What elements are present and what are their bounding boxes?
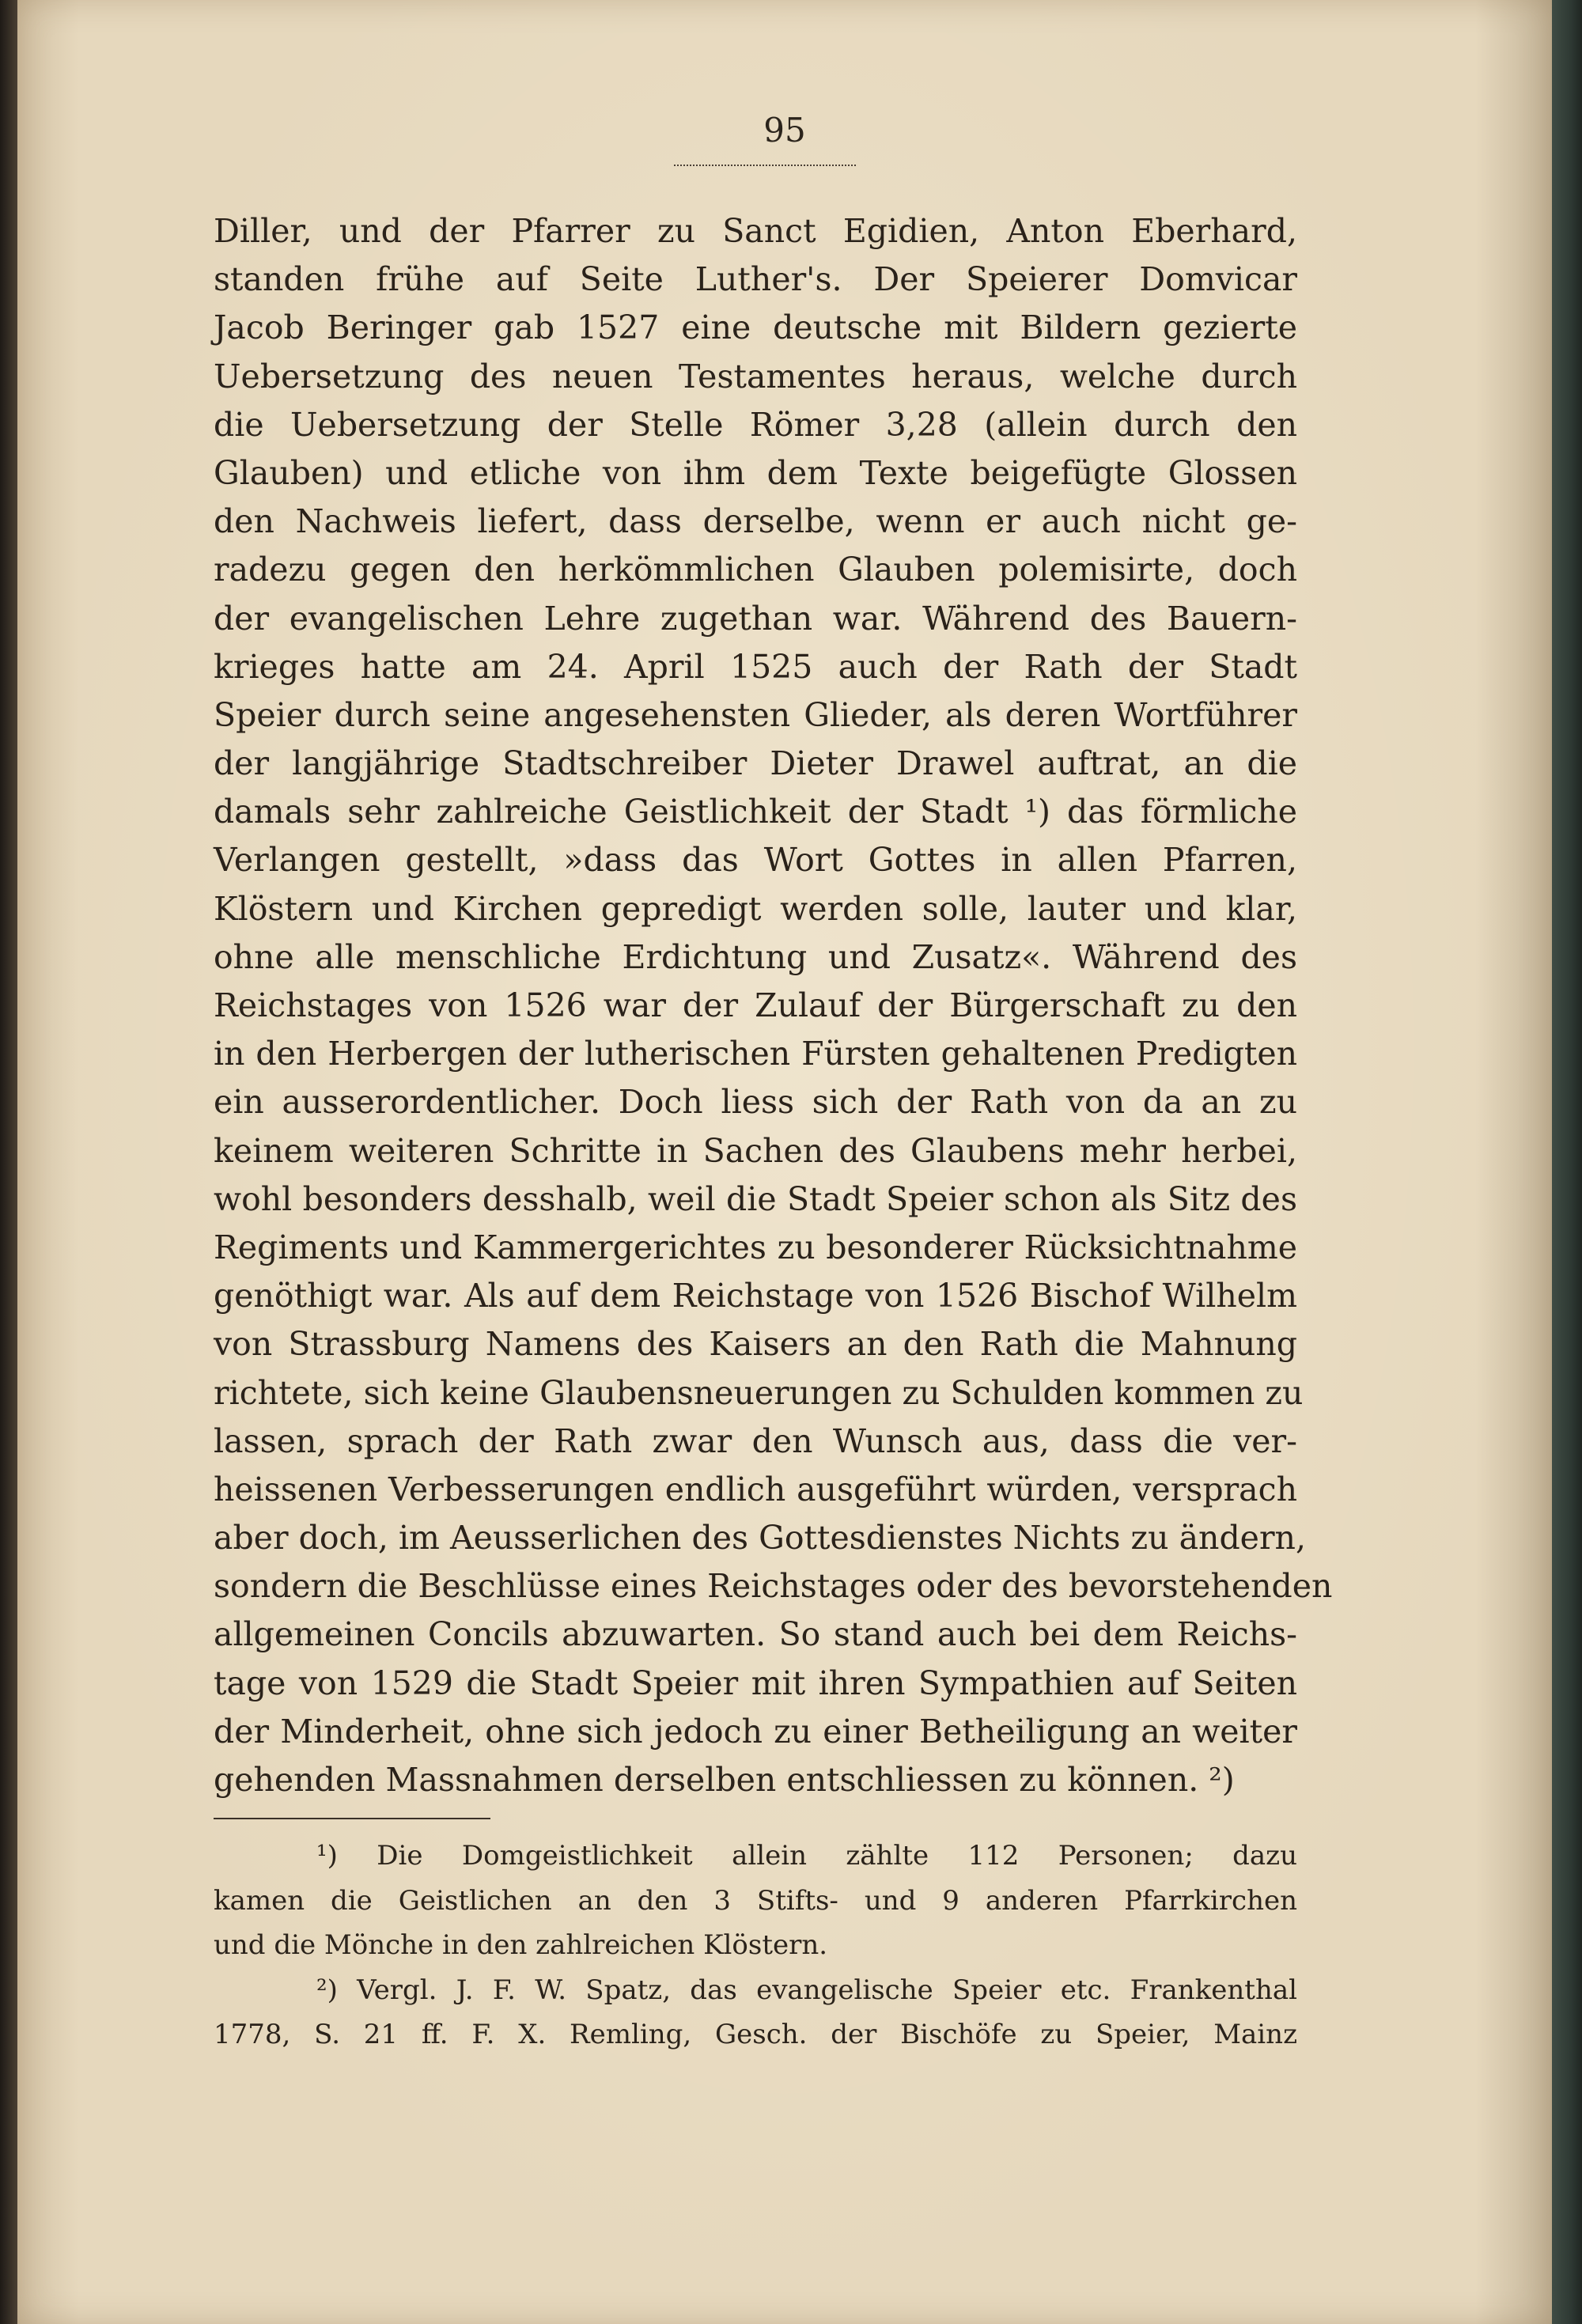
text-line: genöthigt war. Als auf dem Reichstage von 1526 Bischof Wilhelm [214,1277,1297,1315]
text-line: Uebersetzung des neuen Testamentes heraus, welche durch [214,357,1297,396]
footnote-line: und die Mönche in den zahlreichen Klöstern. [214,1929,828,1961]
text-line: in den Herbergen der lutherischen Fürsten gehaltenen Predigten [214,1035,1297,1073]
text-line: Reichstages von 1526 war der Zulauf der Bürgerschaft zu den [214,986,1297,1024]
text-line: Jacob Beringer gab 1527 eine deutsche mit Bildern gezierte [214,308,1297,347]
text-line: richtete, sich keine Glaubensneuerungen zu Schulden kommen zu [214,1373,1304,1412]
text-line: keinem weiteren Schritte in Sachen des Glaubens mehr herbei, [214,1131,1297,1170]
text-line: von Strassburg Namens des Kaisers an den Rath die Mahnung [214,1325,1297,1364]
text-line: aber doch, im Aeusserlichen des Gottesdienstes Nichts zu ändern, [214,1519,1306,1558]
text-line: der langjährige Stadtschreiber Dieter Drawel auftrat, an die [214,744,1297,783]
footnote-line: 1778, S. 21 ff. F. X. Remling, Gesch. der Bischöfe zu Speier, Mainz [214,2019,1297,2050]
book-page [17,0,1552,2324]
text-line: Glauben) und etliche von ihm dem Texte beigefügte Glossen [214,453,1297,492]
text-line: den Nachweis liefert, dass derselbe, wenn er auch nicht ge- [214,502,1297,541]
footnote-line: ²) Vergl. J. F. W. Spatz, das evangelische Speier etc. Frankenthal [316,1974,1297,2006]
text-line: Verlangen gestellt, »dass das Wort Gottes in allen Pfarren, [214,841,1297,880]
text-line: lassen, sprach der Rath zwar den Wunsch aus, dass die ver- [214,1421,1297,1460]
text-line: radezu gegen den herkömmlichen Glauben polemisirte, doch [214,551,1297,589]
text-line: die Uebersetzung der Stelle Römer 3,28 (allein durch den [214,405,1297,444]
text-line: der Minderheit, ohne sich jedoch zu einer Betheiligung an weiter [214,1712,1297,1751]
page-number: 95 [763,111,806,150]
text-line: Diller, und der Pfarrer zu Sanct Egidien, Anton Eberhard, [214,212,1297,250]
text-line: gehenden Massnahmen derselben entschliessen zu können. ²) [214,1761,1235,1799]
text-line: ohne alle menschliche Erdichtung und Zusatz«. Während des [214,937,1297,976]
text-line: krieges hatte am 24. April 1525 auch der Rath der Stadt [214,647,1297,686]
text-line: allgemeinen Concils abzuwarten. So stand auch bei dem Reichs- [214,1615,1297,1654]
text-line: Klöstern und Kirchen gepredigt werden solle, lauter und klar, [214,889,1297,928]
book-cover-edge [1552,0,1582,2324]
text-line: tage von 1529 die Stadt Speier mit ihren Sympathien auf Seiten [214,1664,1297,1702]
text-line: Speier durch seine angesehensten Glieder, als deren Wortführer [214,695,1297,734]
text-line: ein ausserordentlicher. Doch liess sich der Rath von da an zu [214,1083,1297,1122]
main-text-block [214,207,1333,1804]
text-line: sondern die Beschlüsse eines Reichstages oder des bevorstehenden [214,1567,1333,1606]
text-line: der evangelischen Lehre zugethan war. Während des Bauern- [214,599,1297,638]
text-line: wohl besonders desshalb, weil die Stadt Speier schon als Sitz des [214,1179,1297,1218]
footnote-line: ¹) Die Domgeistlichkeit allein zählte 112 Personen; dazu [316,1840,1297,1872]
footnotes-block [214,1834,1297,2057]
page-number-ornament-rule [674,158,856,166]
text-line: standen frühe auf Seite Luther's. Der Speierer Domvicar [214,260,1297,299]
book-spine-edge [0,0,17,2324]
footnote-line: kamen die Geistlichen an den 3 Stifts- und 9 anderen Pfarrkirchen [214,1884,1297,1917]
text-line: damals sehr zahlreiche Geistlichkeit der Stadt ¹) das förmliche [214,793,1297,831]
footnote-separator [214,1818,490,1819]
text-line: Regiments und Kammergerichtes zu besonderer Rücksichtnahme [214,1228,1297,1266]
text-line: heissenen Verbesserungen endlich ausgeführt würden, versprach [214,1470,1297,1508]
